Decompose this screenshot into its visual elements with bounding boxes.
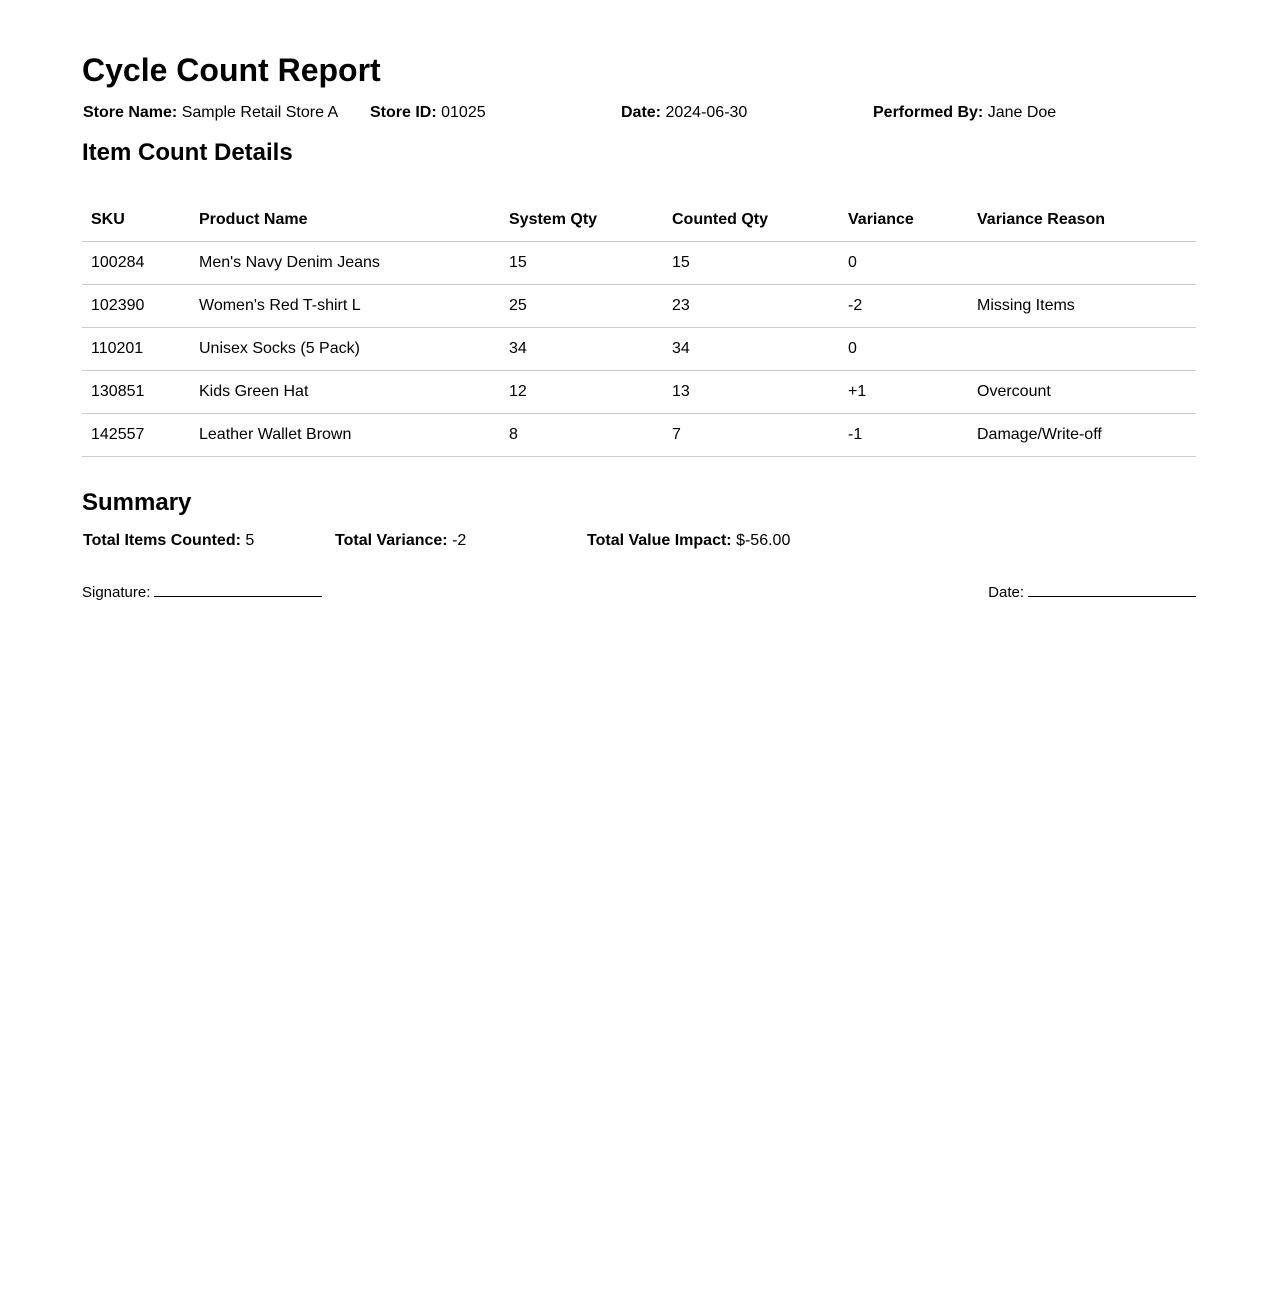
store-name-label: Store Name: xyxy=(83,104,178,121)
column-header-counted-qty: Counted Qty xyxy=(663,198,839,242)
summary-heading: Summary xyxy=(82,489,192,516)
signature-line xyxy=(154,582,322,597)
column-header-variance: Variance xyxy=(839,198,968,242)
signoff-row xyxy=(82,582,1196,602)
cell-counted-qty: 23 xyxy=(663,285,839,328)
cell-system-qty: 15 xyxy=(500,242,663,285)
cell-variance-reason: Missing Items xyxy=(968,285,1196,328)
cell-system-qty: 25 xyxy=(500,285,663,328)
item-count-details-heading: Item Count Details xyxy=(82,139,293,166)
signature-label: Signature: xyxy=(82,584,151,601)
table-row xyxy=(82,328,1196,371)
cell-counted-qty: 7 xyxy=(663,414,839,457)
report-date xyxy=(621,103,747,123)
cell-product-name: Leather Wallet Brown xyxy=(190,414,500,457)
cell-sku: 130851 xyxy=(82,371,190,414)
cell-variance-reason xyxy=(968,328,1196,371)
cell-variance: 0 xyxy=(839,242,968,285)
total-value-impact xyxy=(587,531,790,551)
cell-sku: 110201 xyxy=(82,328,190,371)
table-header-row xyxy=(82,198,1196,242)
cell-variance: +1 xyxy=(839,371,968,414)
item-count-table xyxy=(82,198,1196,457)
report-title: Cycle Count Report xyxy=(82,52,381,88)
cell-product-name: Kids Green Hat xyxy=(190,371,500,414)
cell-system-qty: 12 xyxy=(500,371,663,414)
total-items-label: Total Items Counted: xyxy=(83,532,241,549)
cell-counted-qty: 15 xyxy=(663,242,839,285)
report-date-value: 2024-06-30 xyxy=(665,104,748,121)
cell-variance: -1 xyxy=(839,414,968,457)
signature-field xyxy=(82,582,322,603)
signoff-date-line xyxy=(1028,582,1196,597)
store-name-value: Sample Retail Store A xyxy=(181,104,339,121)
table-row xyxy=(82,371,1196,414)
cell-system-qty: 34 xyxy=(500,328,663,371)
table-row xyxy=(82,285,1196,328)
store-name xyxy=(83,103,338,123)
cell-product-name: Unisex Socks (5 Pack) xyxy=(190,328,500,371)
cell-product-name: Women's Red T-shirt L xyxy=(190,285,500,328)
table-row xyxy=(82,242,1196,285)
total-items-value: 5 xyxy=(245,532,255,549)
column-header-product-name: Product Name xyxy=(190,198,500,242)
cell-variance-reason xyxy=(968,242,1196,285)
report-meta xyxy=(83,103,1197,123)
cell-system-qty: 8 xyxy=(500,414,663,457)
store-id-label: Store ID: xyxy=(370,104,437,121)
signoff-date-label: Date: xyxy=(988,584,1024,601)
performed-by-value: Jane Doe xyxy=(987,104,1057,121)
cell-variance-reason: Overcount xyxy=(968,371,1196,414)
cell-variance: -2 xyxy=(839,285,968,328)
total-variance xyxy=(335,531,466,551)
total-items-counted xyxy=(83,531,254,551)
performed-by-label: Performed By: xyxy=(873,104,984,121)
signoff-date-field xyxy=(988,582,1196,603)
cell-counted-qty: 13 xyxy=(663,371,839,414)
total-variance-label: Total Variance: xyxy=(335,532,448,549)
cell-variance-reason: Damage/Write-off xyxy=(968,414,1196,457)
cell-sku: 100284 xyxy=(82,242,190,285)
column-header-variance-reason: Variance Reason xyxy=(968,198,1196,242)
store-id xyxy=(370,103,486,123)
column-header-sku: SKU xyxy=(82,198,190,242)
table-row xyxy=(82,414,1196,457)
performed-by xyxy=(873,103,1056,123)
cell-sku: 142557 xyxy=(82,414,190,457)
cell-sku: 102390 xyxy=(82,285,190,328)
cell-counted-qty: 34 xyxy=(663,328,839,371)
column-header-system-qty: System Qty xyxy=(500,198,663,242)
total-variance-value: -2 xyxy=(452,532,467,549)
cell-variance: 0 xyxy=(839,328,968,371)
report-date-label: Date: xyxy=(621,104,662,121)
store-id-value: 01025 xyxy=(441,104,486,121)
total-value-impact-label: Total Value Impact: xyxy=(587,532,732,549)
total-value-impact-value: $-56.00 xyxy=(736,532,791,549)
summary-totals xyxy=(83,531,1197,551)
cell-product-name: Men's Navy Denim Jeans xyxy=(190,242,500,285)
